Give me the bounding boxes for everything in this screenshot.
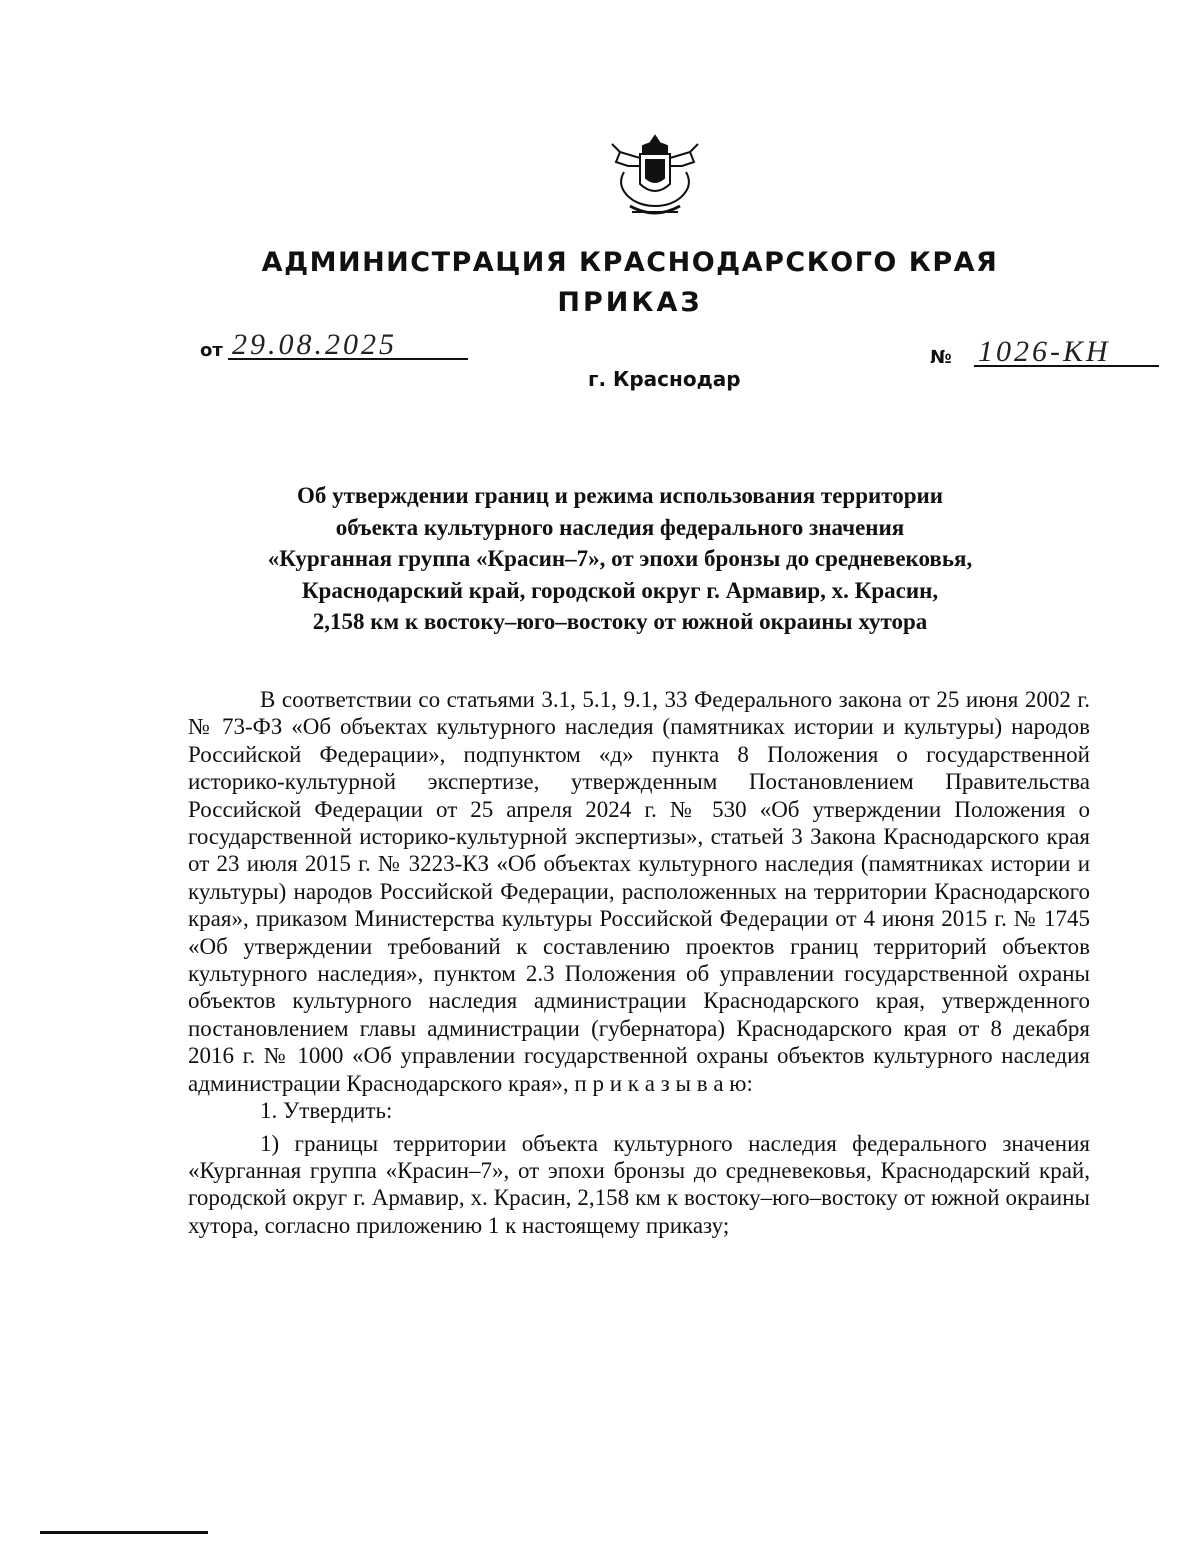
title-line: 2,158 км к востоку–юго–востоку от южной окраины хутора: [312, 609, 928, 634]
number-prefix: №: [930, 347, 952, 368]
title-line: Об утверждении границ и режима использования территории: [296, 483, 944, 508]
date-value: 29.08.2025: [232, 328, 397, 361]
organization-name: АДМИНИСТРАЦИЯ КРАСНОДАРСКОГО КРАЯ: [261, 247, 999, 278]
item-1-1: 1) границы территории объекта культурного наследия федерального значения «Курганная группа «Красин–7», от эпохи бронзы до средневековья, Краснодарский край, городской округ г. Армавир, х. Красин, 2,158 км к востоку–юго–востоку от южной окраины хутора, согласно приложению 1 к настоящему приказу;: [188, 1130, 1090, 1238]
document-body: [188, 686, 1090, 1239]
date-prefix: от: [200, 340, 223, 361]
city-name: г. Краснодар: [588, 367, 741, 391]
footer-divider: [40, 1531, 208, 1534]
item-1: 1. Утвердить:: [260, 1098, 393, 1124]
document-title: [150, 480, 1090, 638]
date-field: [200, 330, 470, 370]
coat-of-arms-icon: [610, 132, 700, 222]
number-value: 1026-КН: [978, 335, 1111, 368]
title-line: объекта культурного наследия федерального значения: [335, 514, 905, 540]
document-type: ПРИКАЗ: [557, 287, 703, 318]
number-field: [930, 335, 1170, 375]
preamble-paragraph: В соответствии со статьями 3.1, 5.1, 9.1, 33 Федерального закона от 25 июня 2002 г. № 73-ФЗ «Об объектах культурного наследия (памятниках истории и культуры) народов Российской Федерации», подпунктом «д» пункта 8 Положения о государственной историко-культурной экспертизе, утвержденным Постановлением Правительства Российской Федерации от 25 апреля 2024 г. № 530 «Об утверждении Положения о государственной историко-культурной экспертизы», статьей 3 Закона Краснодарского края от 23 июля 2015 г. № 3223-КЗ «Об объектах культурного наследия (памятниках истории и культуры) народов Российской Федерации, расположенных на территории Краснодарского края», приказом Министерства культуры Российской Федерации от 4 июня 2015 г. № 1745 «Об утверждении требований к составлению проектов границ территорий объектов культурного наследия», пунктом 2.3 Положения об управлении государственной охраны объектов культурного наследия администрации Краснодарского края, утвержденного постановлением главы администрации (губернатора) Краснодарского края от 8 декабря 2016 г. № 1000 «Об управлении государственной охраны объектов культурного наследия администрации Краснодарского края», п р и к а з ы в а ю:: [188, 687, 1090, 1096]
title-line: Краснодарский край, городской округ г. Армавир, х. Красин,: [301, 577, 939, 603]
title-line: «Курганная группа «Красин–7», от эпохи бронзы до средневековья,: [267, 546, 973, 571]
